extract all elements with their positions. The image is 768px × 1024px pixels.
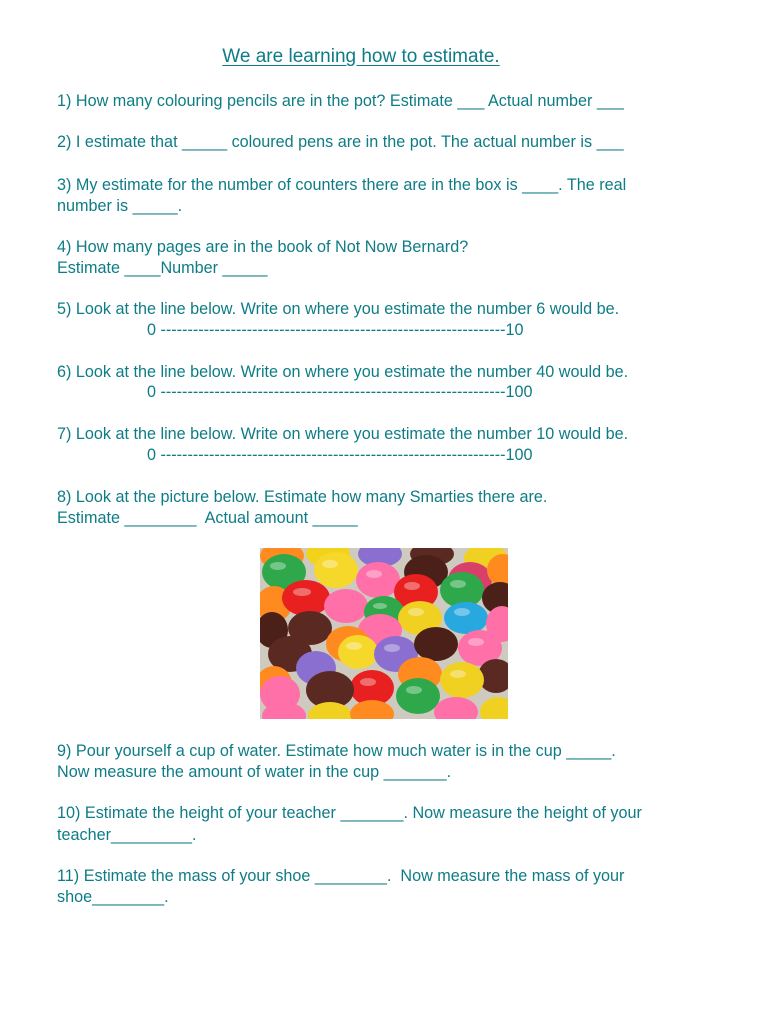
question-4-line-1: 4) How many pages are in the book of Not Now Bernard? (57, 238, 469, 256)
question-7: 7) Look at the line below. Write on where you estimate the number 10 would be. (57, 425, 629, 443)
question-9-line-1: 9) Pour yourself a cup of water. Estimate how much water is in the cup _____. (57, 742, 616, 760)
number-line-7: 0 ----------------------------------------------------------------100 (147, 446, 533, 464)
smarties-illustration (260, 548, 508, 719)
question-10-line-2: teacher_________. (57, 826, 197, 844)
question-9-line-2: Now measure the amount of water in the cup _______. (57, 763, 452, 781)
question-11-line-1: 11) Estimate the mass of your shoe ________. Now measure the mass of your (57, 867, 625, 885)
question-2: 2) I estimate that _____ coloured pens are in the pot. The actual number is ___ (57, 133, 624, 151)
question-6: 6) Look at the line below. Write on where you estimate the number 40 would be. (57, 363, 629, 381)
question-8-line-2: Estimate ________ Actual amount _____ (57, 509, 358, 527)
question-8-line-1: 8) Look at the picture below. Estimate how many Smarties there are. (57, 488, 548, 506)
question-3-line-2: number is _____. (57, 197, 183, 215)
question-4-line-2: Estimate ____Number _____ (57, 259, 268, 277)
question-3-line-1: 3) My estimate for the number of counters there are in the box is ____. The real (57, 176, 627, 194)
question-11-line-2: shoe________. (57, 888, 169, 906)
question-1: 1) How many colouring pencils are in the pot? Estimate ___ Actual number ___ (57, 92, 624, 110)
question-5: 5) Look at the line below. Write on where you estimate the number 6 would be. (57, 300, 620, 318)
question-10-line-1: 10) Estimate the height of your teacher _______. Now measure the height of your (57, 804, 642, 822)
number-line-5: 0 ----------------------------------------------------------------10 (147, 321, 524, 339)
number-line-6: 0 ----------------------------------------------------------------100 (147, 383, 533, 401)
page-title: We are learning how to estimate. (222, 46, 500, 67)
smarties-photo (260, 548, 508, 719)
